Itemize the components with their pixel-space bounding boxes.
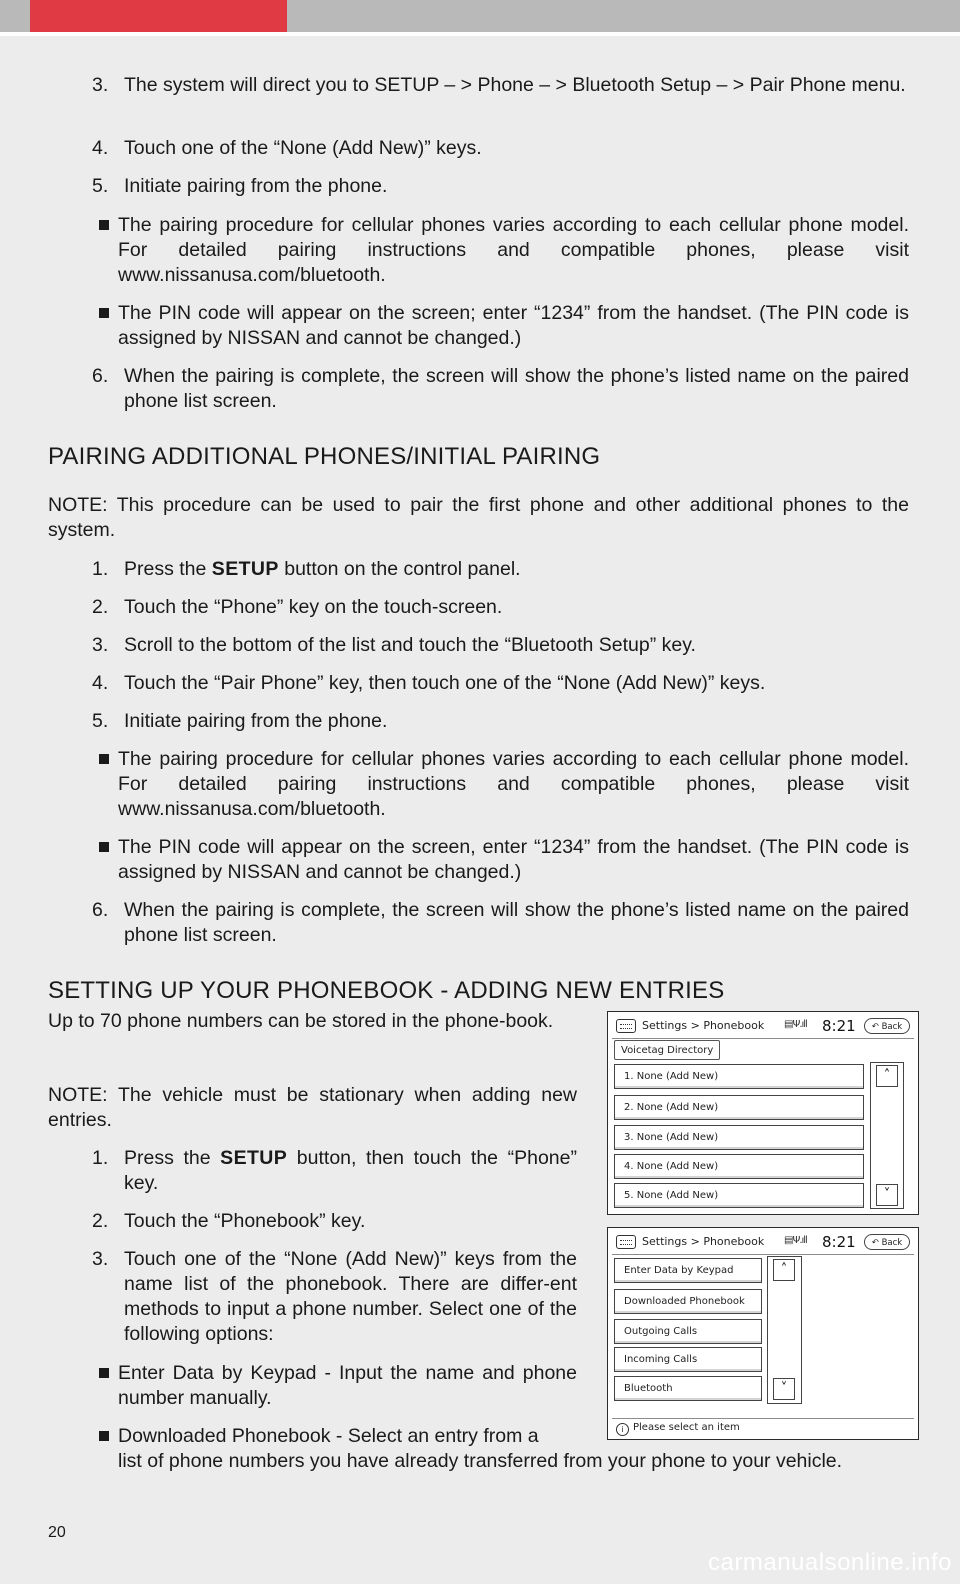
scroll-down-icon[interactable]: ˅ [773,1378,795,1400]
keyboard-icon [616,1019,636,1033]
step-text: Initiate pairing from the phone. [124,710,388,732]
bullet-text: list of phone numbers you have already transferred from your phone to your vehicle. [118,1450,843,1472]
note-text: NOTE: The vehicle must be stationary when adding new entries. [48,1084,577,1131]
option-incoming-calls[interactable]: Incoming Calls [614,1347,762,1372]
step-text: When the pairing is complete, the screen will show the phone’s listed name on the paired phone list screen. [124,899,909,946]
back-button[interactable]: ↶ Back [864,1234,910,1250]
header-accent [30,0,287,32]
step-number: 3. [92,74,109,96]
clock: 8:21 [822,1233,856,1251]
screen-title-bar [612,1232,914,1255]
bullet-text: Enter Data by Keypad - Input the name and phone number manually. [118,1362,577,1409]
section-heading: SETTING UP YOUR PHONEBOOK - ADDING NEW ENTRIES [48,977,725,1004]
list-item[interactable]: 4. None (Add New) [614,1154,864,1179]
step-text: Touch the “Phone” key on the touch-screen. [124,596,503,618]
scroll-up-icon[interactable]: ˄ [876,1065,898,1087]
step-text: When the pairing is complete, the screen will show the phone’s listed name on the paired phone list screen. [124,365,909,412]
step-number: 3. [92,634,109,656]
step-number: 5. [92,710,109,732]
page-number: 20 [48,1524,66,1541]
list-item[interactable]: 3. None (Add New) [614,1125,864,1150]
bullet-square [99,1431,109,1441]
section-heading: PAIRING ADDITIONAL PHONES/INITIAL PAIRING [48,443,601,470]
screen-title-bar [612,1016,914,1039]
step-text: Scroll to the bottom of the list and touch the “Bluetooth Setup” key. [124,634,696,656]
list-item[interactable]: 5. None (Add New) [614,1183,864,1208]
step-number: 3. [92,1248,109,1270]
step-text [124,1146,577,1196]
step-text: Initiate pairing from the phone. [124,175,388,197]
step-text-part: button on the control panel. [278,558,521,580]
header-divider [0,32,960,36]
status-message-text: Please select an item [633,1422,740,1433]
step-text: Touch one of the “None (Add New)” keys from the name list of the phonebook. There are differ-ent methods to input a phone number. Select one of the following options: [124,1248,577,1345]
voicetag-directory-button[interactable]: Voicetag Directory [614,1040,720,1060]
bullet-square [99,1368,109,1378]
step-text: Touch one of the “None (Add New)” keys. [124,137,482,159]
setup-key-label: SETUP [211,558,279,580]
breadcrumb: Settings > Phonebook [642,1019,765,1032]
step-text: Touch the “Pair Phone” key, then touch one of the “None (Add New)” keys. [124,672,766,694]
step-text-part: button, then touch the “Phone” key. [124,1147,577,1194]
keyboard-icon [616,1235,636,1249]
bullet-text: The pairing procedure for cellular phones varies according to each cellular phone model. For detailed pairing instructions and compatible phones, please visit www.nissanusa.com/bluetooth. [118,748,909,820]
info-icon: i [616,1423,629,1436]
status-message [612,1418,914,1436]
signal-icon: ▤Ψ.ıll [784,1019,807,1030]
signal-icon: ▤Ψ.ıll [784,1235,807,1246]
step-text: Touch the “Phonebook” key. [124,1210,366,1232]
bullet-text: The PIN code will appear on the screen; enter “1234” from the handset. (The PIN code is assigned by NISSAN and cannot be changed.) [118,302,909,349]
step-number: 1. [92,1147,109,1169]
back-button[interactable]: ↶ Back [864,1018,910,1034]
option-downloaded-phonebook[interactable]: Downloaded Phonebook [614,1289,762,1314]
list-item[interactable]: 2. None (Add New) [614,1095,864,1120]
list-item[interactable]: 1. None (Add New) [614,1064,864,1089]
page-header-bar [0,0,960,32]
step-number: 4. [92,672,109,694]
step-text-part: Press the [124,1147,221,1169]
bullet-text: Downloaded Phonebook - Select an entry from a [118,1425,539,1447]
note-text: NOTE: This procedure can be used to pair the first phone and other additional phones to the system. [48,494,909,541]
bullet-square [99,754,109,764]
breadcrumb: Settings > Phonebook [642,1235,765,1248]
step-text-part: Press the [124,558,212,580]
step-number: 4. [92,137,109,159]
step-number: 2. [92,1210,109,1232]
step-number: 6. [92,899,109,921]
bullet-square [99,220,109,230]
phonebook-options-screen [607,1227,919,1440]
scroll-down-icon[interactable]: ˅ [876,1184,898,1206]
phonebook-screen [607,1011,919,1215]
option-enter-data-by-keypad[interactable]: Enter Data by Keypad [614,1258,762,1283]
step-text: The system will direct you to SETUP – > Phone – > Bluetooth Setup – > Pair Phone menu. [124,74,906,96]
step-number: 5. [92,175,109,197]
bullet-text: The pairing procedure for cellular phones varies according to each cellular phone model. For detailed pairing instructions and compatible phones, please visit www.nissanusa.com/bluetooth. [118,214,909,286]
option-bluetooth[interactable]: Bluetooth [614,1376,762,1401]
scroll-up-icon[interactable]: ˄ [773,1259,795,1281]
bullet-square [99,308,109,318]
intro-text: Up to 70 phone numbers can be stored in the phone-book. [48,1010,554,1032]
watermark: carmanualsonline.info [708,1549,952,1576]
setup-key-label: SETUP [220,1147,288,1169]
step-number: 6. [92,365,109,387]
clock: 8:21 [822,1017,856,1035]
step-number: 1. [92,558,109,580]
bullet-square [99,842,109,852]
bullet-text: The PIN code will appear on the screen, enter “1234” from the handset. (The PIN code is assigned by NISSAN and cannot be changed.) [118,836,909,883]
step-number: 2. [92,596,109,618]
step-text [124,557,909,582]
option-outgoing-calls[interactable]: Outgoing Calls [614,1319,762,1344]
